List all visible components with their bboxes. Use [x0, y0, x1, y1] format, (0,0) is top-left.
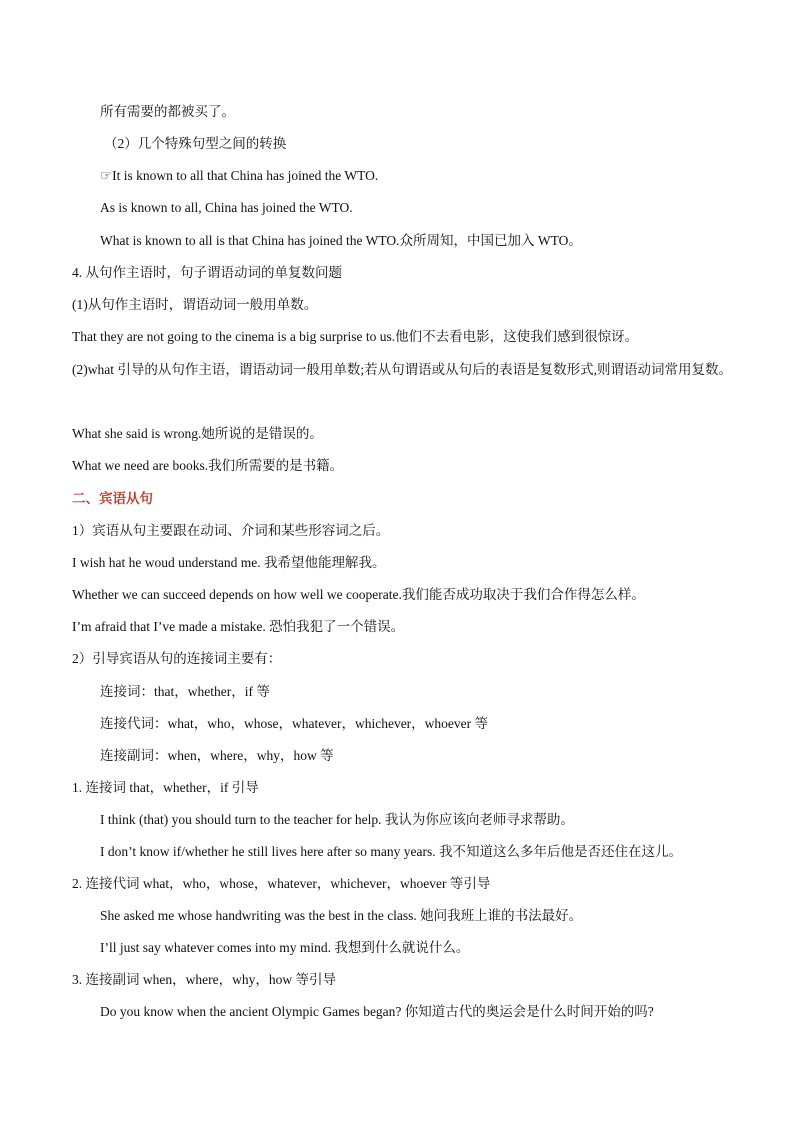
- example-sentence: I don’t know if/whether he still lives here after so many years. 我不知道这么多年后他是否还住在这儿。: [100, 844, 683, 859]
- section-item-heading: 4. 从句作主语时，句子谓语动词的单复数问题: [72, 265, 342, 280]
- rule-text: (1)从句作主语时，谓语动词一般用单数。: [72, 297, 318, 312]
- example-sentence: She asked me whose handwriting was the best in the class. 她问我班上谁的书法最好。: [100, 908, 583, 923]
- text-line: 所有需要的都被买了。: [100, 104, 235, 119]
- example-sentence: What we need are books.我们所需要的是书籍。: [72, 458, 344, 473]
- example-sentence: What she said is wrong.她所说的是错误的。: [72, 426, 323, 441]
- subsection-heading: （2）几个特殊句型之间的转换: [104, 136, 287, 151]
- example-sentence: That they are not going to the cinema is a big surprise to us.他们不去看电影，这使我们感到很惊讶。: [72, 329, 639, 344]
- rule-text: (2)what 引导的从句作主语，谓语动词一般用单数;若从句谓语或从句后的表语是复数形式,则谓语动词常用复数。: [72, 362, 732, 377]
- example-sentence: I wish hat he woud understand me. 我希望他能理解我。: [72, 555, 386, 570]
- rule-text: 1）宾语从句主要跟在动词、介词和某些形容词之后。: [72, 523, 390, 538]
- section-item-heading: 2. 连接代词 what，who，whose，whatever，whichever，whoever 等引导: [72, 876, 491, 891]
- connective-list: 连接词：that，whether，if 等: [100, 684, 270, 699]
- example-sentence: Do you know when the ancient Olympic Games began? 你知道古代的奥运会是什么时间开始的吗?: [100, 1004, 654, 1019]
- section-item-heading: 3. 连接副词 when，where，why，how 等引导: [72, 972, 336, 987]
- connective-list: 连接副词：when，where，why，how 等: [100, 748, 334, 763]
- example-sentence: As is known to all, China has joined the WTO.: [100, 200, 353, 215]
- example-sentence: ☞It is known to all that China has joined the WTO.: [100, 168, 379, 183]
- example-sentence: Whether we can succeed depends on how well we cooperate.我们能否成功取决于我们合作得怎么样。: [72, 587, 645, 602]
- connective-list: 连接代词：what，who，whose，whatever，whichever，whoever 等: [100, 716, 489, 731]
- example-sentence: I’ll just say whatever comes into my mind. 我想到什么就说什么。: [100, 940, 470, 955]
- rule-text: 2）引导宾语从句的连接词主要有：: [72, 651, 282, 666]
- example-sentence: I’m afraid that I’ve made a mistake. 恐怕我犯了一个错误。: [72, 619, 405, 634]
- example-sentence: I think (that) you should turn to the teacher for help. 我认为你应该向老师寻求帮助。: [100, 812, 574, 827]
- example-sentence: What is known to all is that China has joined the WTO.众所周知，中国已加入 WTO。: [100, 233, 582, 248]
- section-heading: 二、宾语从句: [72, 491, 153, 507]
- section-item-heading: 1. 连接词 that，whether，if 引导: [72, 780, 259, 795]
